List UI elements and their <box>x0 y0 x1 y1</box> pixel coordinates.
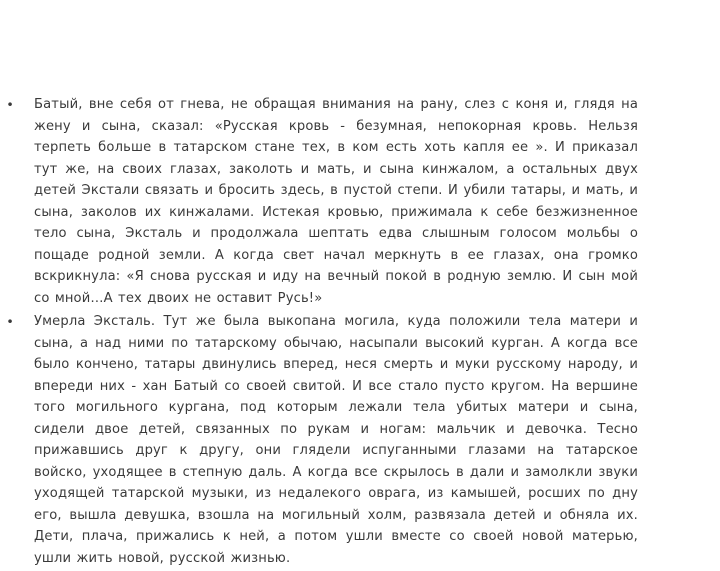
bullet-item-2 <box>6 311 638 569</box>
bullet-marker: • <box>6 314 14 329</box>
paragraph-extal-death: Умерла Эксталь. Тут же была выкопана могила, куда положили тела матери и сына, а над ними по татарскому обычаю, насыпали высокий курган. А когда все было кончено, татары двинулись вперед, неся смерть и муки русскому народу, и впереди них - хан Батый со своей свитой. И все стало пусто кругом. На вершине того могильного кургана, под которым лежали тела убитых матери и сына, сидели двое детей, связанных по рукам и ногам: мальчик и девочка. Тесно прижавшись друг к другу, они глядели испуганными глазами на татарское войско, уходящее в степную даль. А когда все скрылось в дали и замолкли звуки уходящей татарской музыки, из недалекого оврага, из камышей, росших по дну его, вышла девушка, взошла на могильный холм, развязала детей и обняла их. Дети, плача, прижались к ней, а потом ушли вместе со своей новой матерью, ушли жить новой, русской жизнью. <box>34 314 638 566</box>
paragraph-batu-wrath: Батый, вне себя от гнева, не обращая внимания на рану, слез с коня и, глядя на жену и сына, сказал: «Русская кровь - безумная, непокорная кровь. Нельзя терпеть больше в татарском стане тех, в ком есть хоть капля ее ». И приказал тут же, на своих глазах, заколоть и мать, и сына кинжалом, а остальных двух детей Экстали связать и бросить здесь, в пустой степи. И убили татары, и мать, и сына, заколов их кинжалами. Истекая кровью, прижимала к себе безжизненное тело сына, Эксталь и продолжала шептать едва слышным голосом мольбы о пощаде родной земли. А когда свет начал меркнуть в ее глазах, она громко вскрикнула: «Я снова русская и иду на вечный покой в родную землю. И сын мой со мной…А тех двоих не оставит Русь!» <box>34 97 638 306</box>
bullet-item-1 <box>6 94 638 309</box>
bullet-marker: • <box>6 97 14 112</box>
bullet-list <box>6 94 638 571</box>
